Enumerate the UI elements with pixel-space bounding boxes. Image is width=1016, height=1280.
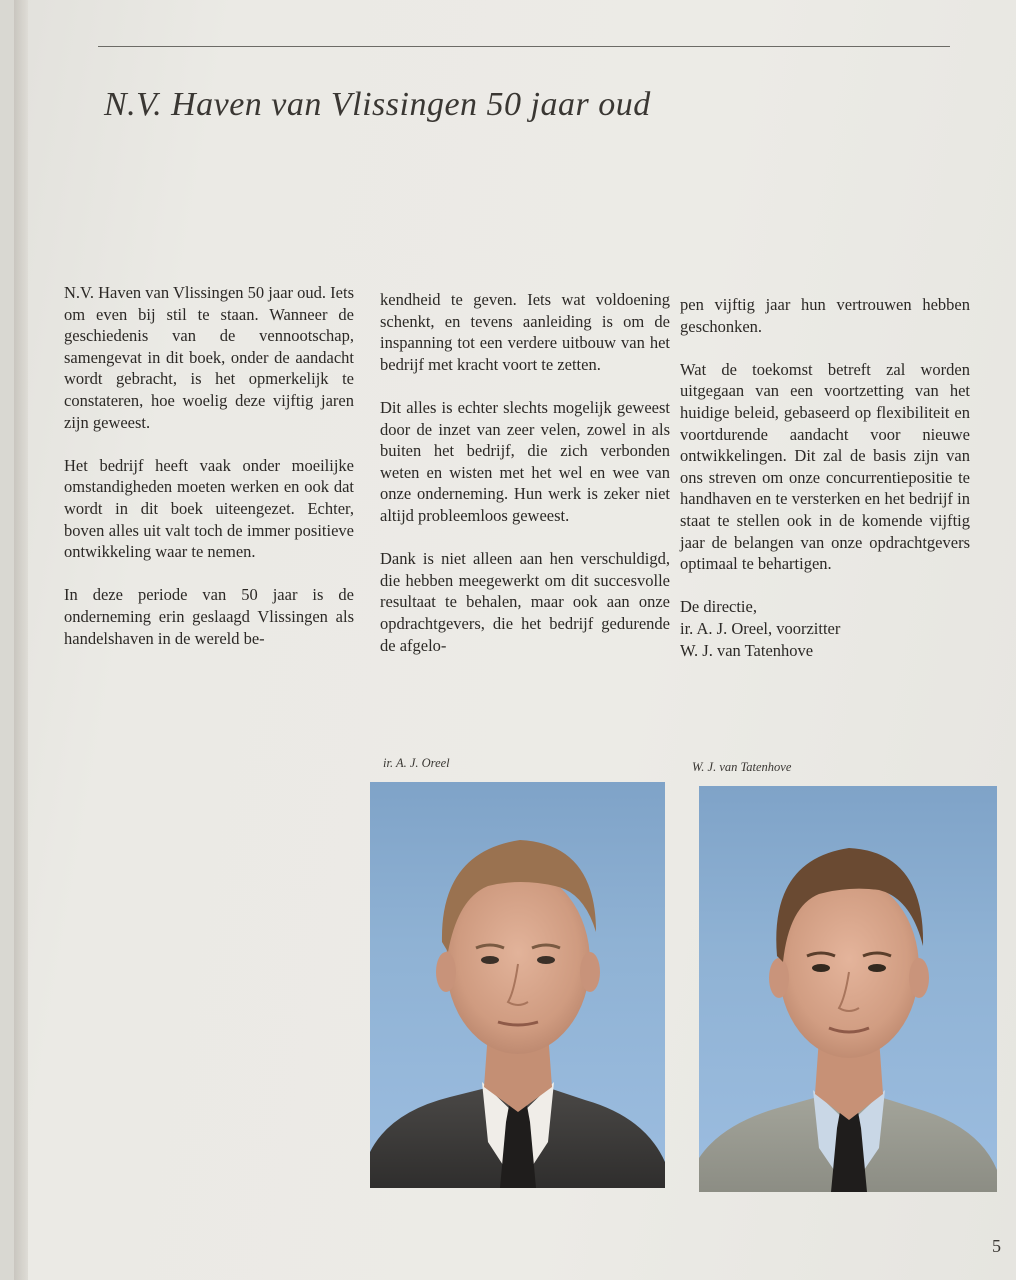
text-column-3 (680, 294, 970, 661)
signature-line: W. J. van Tatenhove (680, 640, 814, 660)
paragraph: In deze periode van 50 jaar is de onderneming erin geslaagd Vlissingen als handelshaven in de wereld be- (64, 585, 354, 648)
page-title: N.V. Haven van Vlissingen 50 jaar oud (104, 86, 651, 123)
paragraph: Dank is niet alleen aan hen verschuldigd, die hebben meegewerkt om dit succesvolle resultaat te behalen, maar ook aan onze opdrachtgevers, die het bedrijf gedurende de afgelo- (380, 549, 670, 655)
portrait-photo-icon (699, 786, 997, 1192)
signature-line: De directie, (680, 597, 757, 617)
page-number: 5 (992, 1236, 1001, 1256)
book-page (14, 0, 1016, 1280)
paragraph: Het bedrijf heeft vaak onder moeilijke omstandigheden moeten werken en ook dat wordt in dit boek uiteengezet. Echter, boven alles uit valt toch de immer positieve ontwikkeling waar te nemen. (64, 455, 354, 562)
page-edge (14, 0, 28, 1280)
signature-line: ir. A. J. Oreel, voorzitter (680, 618, 841, 638)
portrait-photo-icon (370, 782, 665, 1188)
paragraph: N.V. Haven van Vlissingen 50 jaar oud. Iets om even bij stil te staan. Wanneer de geschiedenis van de vennootschap, samengevat in dit boek, onder de aandacht wordt gebracht, is het opmerkelijk te constateren, hoe woelig deze vijftig jaren zijn geweest. (64, 283, 354, 432)
paragraph: pen vijftig jaar hun vertrouwen hebben geschonken. (680, 295, 970, 336)
portrait-photo-van-tatenhove (699, 786, 997, 1192)
header-rule (98, 46, 950, 47)
photo-caption: ir. A. J. Oreel (383, 756, 450, 770)
photo-caption: W. J. van Tatenhove (692, 760, 792, 774)
paragraph: Wat de toekomst betreft zal worden uitgegaan van een voortzetting van het huidige beleid, gebaseerd op flexibiliteit en voortdurende aandacht voor nieuwe ontwikkelingen. Dit zal de basis zijn van ons streven om onze concurrentiepositie te handhaven en te versterken en het bedrijf in staat te stellen ook in de komende vijftig jaar de belangen van onze opdrachtgevers optimaal te behartigen. (680, 359, 970, 574)
paragraph: kendheid te geven. Iets wat voldoening schenkt, en tevens aanleiding is om de inspanning tot een verdere uitbouw van het bedrijf met kracht voort te zetten. (380, 290, 670, 374)
text-column-1 (64, 282, 354, 671)
text-column-2 (380, 289, 670, 678)
paragraph: Dit alles is echter slechts mogelijk geweest door de inzet van zeer velen, zowel in als buiten het bedrijf, die zich verbonden weten en wisten met het wel en wee van onze onderneming. Hun werk is zeker niet altijd probleemloos geweest. (380, 397, 670, 525)
portrait-photo-oreel (370, 782, 665, 1188)
